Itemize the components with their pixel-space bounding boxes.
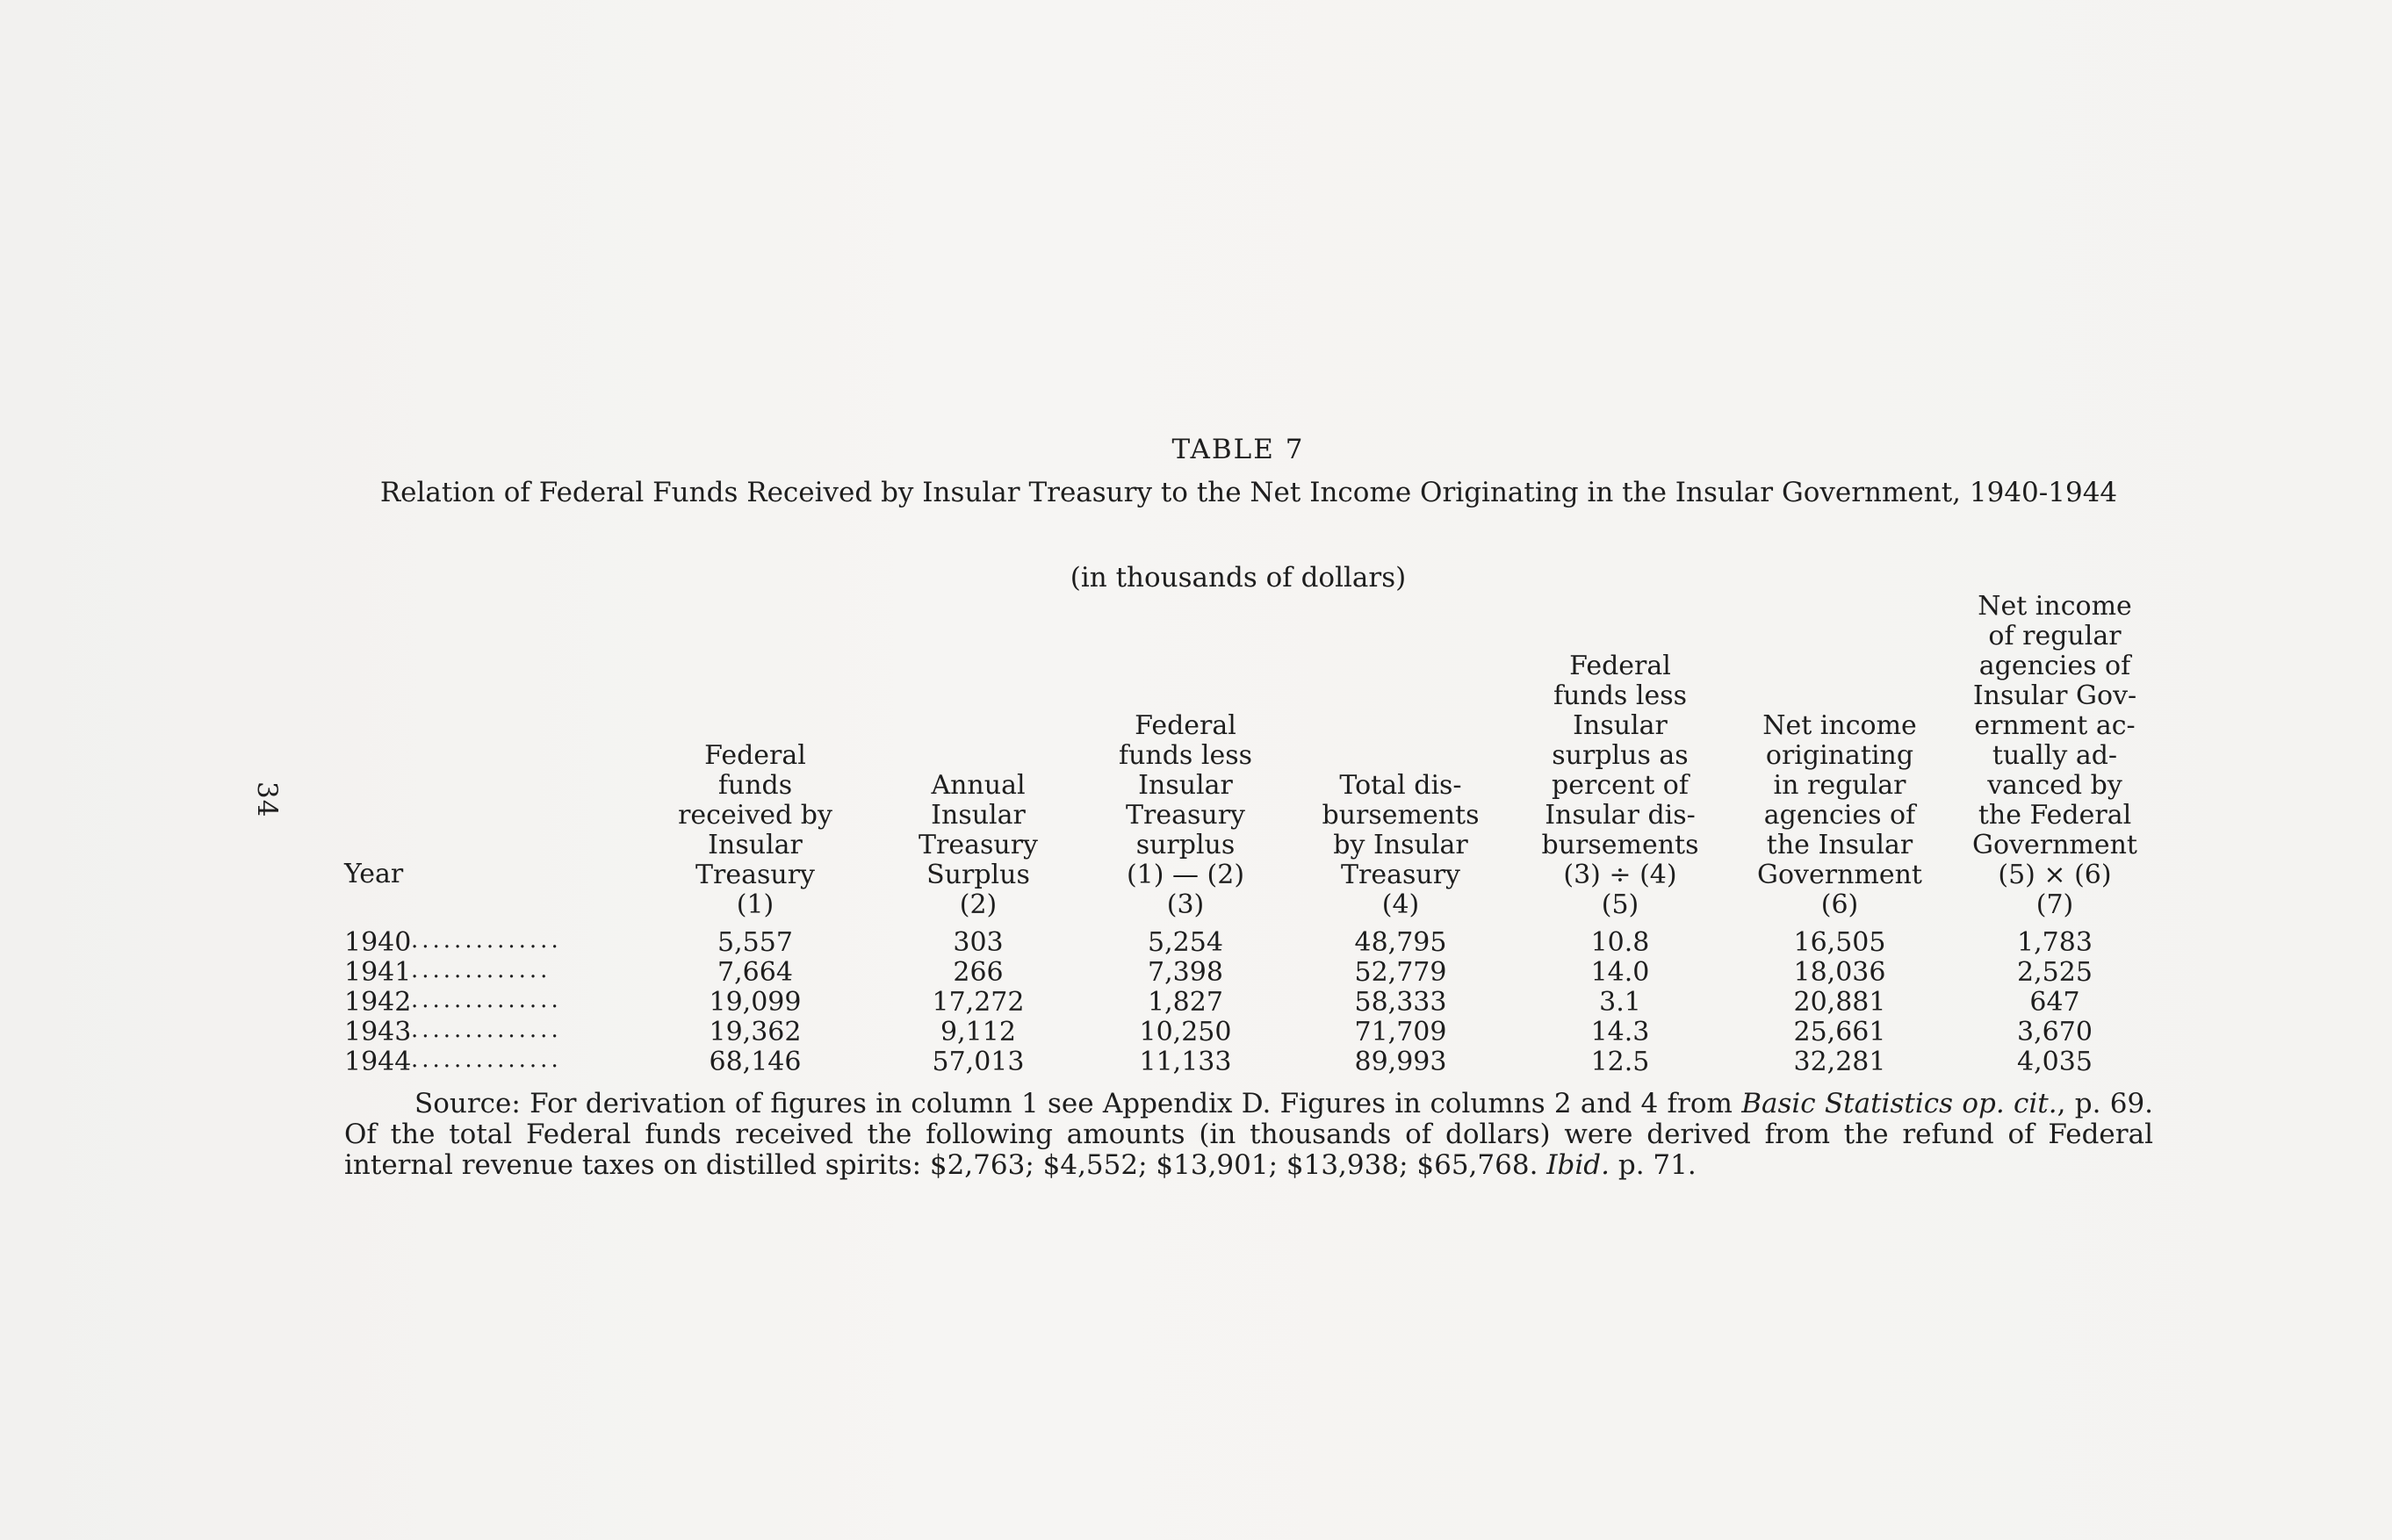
row-year: 1942	[344, 987, 412, 1018]
table-cell-col-6: 16,505	[1793, 927, 1886, 958]
source-italic-1: Basic Statistics op. cit.	[1741, 1088, 2057, 1119]
column-header-line: (3)	[1166, 889, 1205, 920]
column-header-line: tually ad-	[1992, 740, 2118, 771]
table-cell-col-2: 57,013	[932, 1047, 1025, 1077]
column-header-1	[667, 741, 843, 920]
column-header-line: funds	[717, 770, 793, 801]
source-text-2: , p. 69. Of the total Federal funds received the following amounts (in thousands of dollars) were derived from the refund of Federal internal revenue taxes on distilled spirits: $2,763; $4,552; $13,901; $13,938; $65,768.	[344, 1088, 2154, 1181]
table-cell-col-3: 11,133	[1139, 1047, 1232, 1077]
column-header-line: Net income	[1978, 591, 2132, 622]
table-cell-col-3: 10,250	[1139, 1017, 1232, 1047]
column-header-line: of regular	[1988, 621, 2122, 651]
table-cell-col-4: 71,709	[1354, 1017, 1447, 1047]
table-cell-col-4: 89,993	[1354, 1047, 1447, 1077]
row-leader-dots: .............	[411, 957, 551, 983]
table-cell-col-5: 12.5	[1590, 1047, 1650, 1077]
table-cell-col-2: 9,112	[940, 1017, 1016, 1047]
table-cell-col-7: 1,783	[2017, 927, 2093, 958]
column-header-line: percent of	[1552, 770, 1689, 801]
column-header-line: (2)	[959, 889, 998, 920]
column-header-line: Treasury	[1126, 800, 1245, 831]
column-header-6	[1747, 711, 1932, 920]
column-header-line: Federal	[1135, 710, 1236, 741]
column-header-line: (3) ÷ (4)	[1563, 860, 1677, 890]
column-header-line: funds less	[1553, 680, 1688, 711]
table-row	[344, 987, 2153, 1017]
column-header-3	[1098, 711, 1273, 920]
column-header-line: Government	[1757, 860, 1922, 890]
table-cell-col-1: 19,362	[709, 1017, 802, 1047]
table-cell-col-5: 14.0	[1590, 957, 1650, 988]
column-header-line: vanced by	[1987, 770, 2122, 801]
row-leader-dots: ..............	[411, 1017, 562, 1043]
column-header-line: Federal	[704, 740, 806, 771]
table-cell-col-3: 5,254	[1148, 927, 1223, 958]
column-header-line: in regular	[1773, 770, 1906, 801]
column-header-line: (5)	[1601, 889, 1639, 920]
source-note	[344, 1089, 2153, 1181]
unit-note: (in thousands of dollars)	[1070, 562, 1407, 594]
source-italic-2: Ibid.	[1546, 1149, 1610, 1181]
column-header-line: received by	[678, 800, 832, 831]
column-header-line: Federal	[1569, 651, 1671, 681]
table-cell-col-1: 19,099	[709, 987, 802, 1018]
table-cell-col-6: 25,661	[1793, 1017, 1886, 1047]
table-subtitle: Relation of Federal Funds Received by Insular Treasury to the Net Income Originating in the Insular Government, 1940-1944	[379, 477, 2118, 508]
table-title: TABLE 7	[1171, 434, 1305, 465]
table-cell-col-2: 266	[953, 957, 1004, 988]
table-cell-col-2: 17,272	[932, 987, 1025, 1018]
table-cell-col-7: 2,525	[2017, 957, 2093, 988]
column-header-line: (6)	[1820, 889, 1859, 920]
column-header-line: originating	[1765, 740, 1914, 771]
column-header-line: (1) — (2)	[1126, 860, 1245, 890]
table-cell-col-1: 5,557	[717, 927, 793, 958]
column-header-4	[1308, 771, 1493, 920]
table-row	[344, 927, 2153, 957]
column-header-line: Insular	[1573, 710, 1668, 741]
table-cell-col-7: 4,035	[2017, 1047, 2093, 1077]
column-header-line: Treasury	[919, 830, 1038, 860]
table-cell-col-5: 14.3	[1590, 1017, 1650, 1047]
column-header-line: Net income	[1762, 710, 1917, 741]
column-header-line: surplus as	[1552, 740, 1689, 771]
column-header-line: the Insular	[1766, 830, 1913, 860]
table-cell-col-6: 20,881	[1793, 987, 1886, 1018]
row-year: 1940	[344, 927, 412, 958]
column-header-line: funds less	[1118, 740, 1253, 771]
table-cell-col-6: 32,281	[1793, 1047, 1886, 1077]
column-header-line: Insular	[708, 830, 803, 860]
source-text-3: p. 71.	[1610, 1149, 1697, 1181]
column-header-line: (4)	[1381, 889, 1420, 920]
column-header-7	[1954, 592, 2156, 920]
column-header-line: Annual	[931, 770, 1026, 801]
table-row	[344, 1047, 2153, 1076]
column-header-line: the Federal	[1978, 800, 2132, 831]
row-leader-dots: ..............	[411, 1047, 562, 1073]
table-cell-col-6: 18,036	[1793, 957, 1886, 988]
column-header-5	[1528, 651, 1712, 920]
column-header-line: Treasury	[695, 860, 815, 890]
table-cell-col-1: 68,146	[709, 1047, 802, 1077]
column-header-line: bursements	[1541, 830, 1699, 860]
year-column-header: Year	[344, 859, 404, 889]
table-cell-col-3: 7,398	[1148, 957, 1223, 988]
column-header-line: Insular	[931, 800, 1026, 831]
column-header-line: Insular	[1138, 770, 1233, 801]
column-header-line: agencies of	[1763, 800, 1916, 831]
table-cell-col-3: 1,827	[1148, 987, 1223, 1018]
table-cell-col-7: 647	[2029, 987, 2080, 1018]
table-cell-col-4: 48,795	[1354, 927, 1447, 958]
column-header-line: Insular dis-	[1545, 800, 1696, 831]
column-header-2	[890, 771, 1066, 920]
table-cell-col-2: 303	[953, 927, 1004, 958]
column-header-line: (1)	[736, 889, 775, 920]
column-header-line: ernment ac-	[1974, 710, 2136, 741]
table-row	[344, 957, 2153, 987]
column-header-line: bursements	[1322, 800, 1480, 831]
table-cell-col-5: 10.8	[1590, 927, 1650, 958]
column-header-line: Insular Gov-	[1972, 680, 2137, 711]
row-year: 1941	[344, 957, 412, 988]
column-header-line: by Insular	[1333, 830, 1468, 860]
table-cell-col-4: 58,333	[1354, 987, 1447, 1018]
column-header-line: surplus	[1135, 830, 1236, 860]
column-header-line: Government	[1972, 830, 2137, 860]
table-cell-col-1: 7,664	[717, 957, 793, 988]
column-header-line: (5) × (6)	[1998, 860, 2112, 890]
table-cell-col-4: 52,779	[1354, 957, 1447, 988]
column-header-line: agencies of	[1978, 651, 2131, 681]
row-leader-dots: ..............	[411, 987, 562, 1013]
column-header-line: Surplus	[926, 860, 1030, 890]
source-text-1: Source: For derivation of figures in column 1 see Appendix D. Figures in columns 2 and 4 from	[414, 1088, 1742, 1119]
column-header-line: Treasury	[1341, 860, 1460, 890]
page-number: 34	[251, 781, 283, 818]
row-year: 1943	[344, 1017, 412, 1047]
table-cell-col-5: 3.1	[1599, 987, 1641, 1018]
column-header-line: Total dis-	[1339, 770, 1462, 801]
row-leader-dots: ..............	[411, 927, 562, 954]
column-header-line: (7)	[2035, 889, 2074, 920]
row-year: 1944	[344, 1047, 412, 1077]
table-cell-col-7: 3,670	[2017, 1017, 2093, 1047]
table-row	[344, 1017, 2153, 1047]
